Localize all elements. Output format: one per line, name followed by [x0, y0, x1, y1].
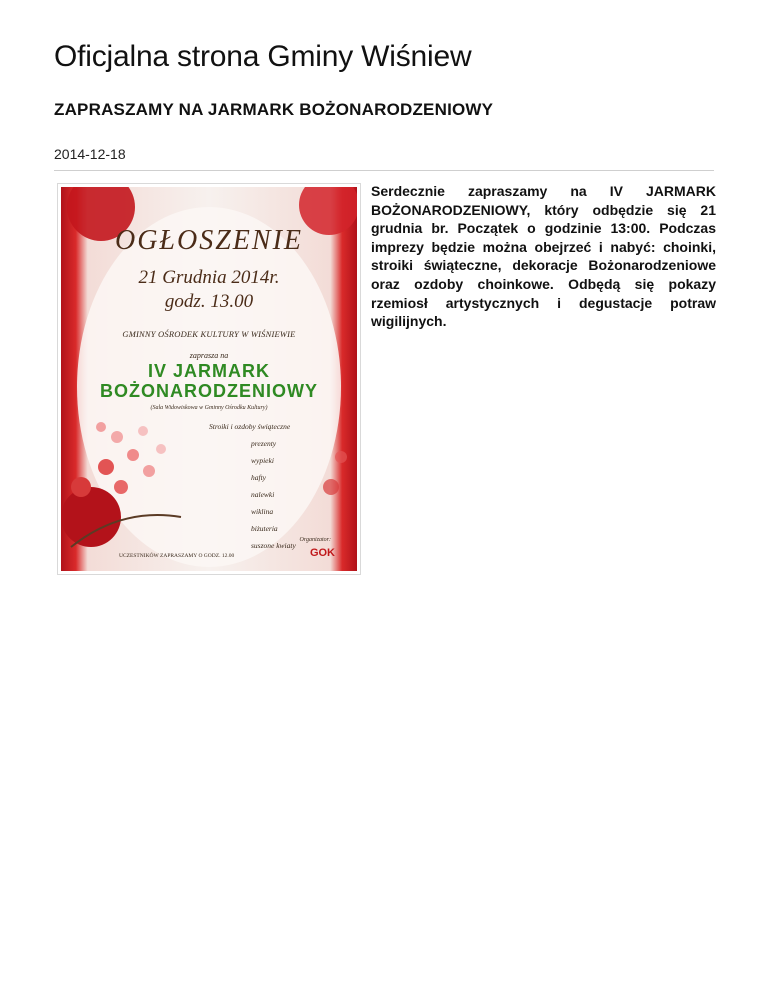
- poster-item: suszone kwiaty: [251, 541, 296, 550]
- poster-image[interactable]: [57, 183, 361, 575]
- gok-logo: GOK: [309, 547, 335, 559]
- poster-item: wypieki: [251, 456, 274, 465]
- poster-item: nalewki: [251, 490, 275, 499]
- poster-organizer-label: Organizator:: [299, 537, 331, 543]
- poster-event-line2: BOŻONARODZENIOWY: [100, 381, 318, 401]
- poster-venue: (Sala Widowiskowa w Gminny Ośrodku Kultury): [150, 405, 268, 411]
- site-title: Oficjalna strona Gminy Wiśniew: [54, 40, 472, 73]
- poster-time: godz. 13.00: [164, 291, 254, 312]
- article-date: 2014-12-18: [54, 146, 126, 162]
- poster-date: 21 Grudnia 2014r.: [138, 267, 280, 288]
- poster-invite: zaprasza na: [189, 351, 229, 360]
- divider: [54, 170, 714, 171]
- poster-organizer-name: GMINNY OŚRODEK KULTURY W WIŚNIEWIE: [122, 329, 296, 339]
- poster-footer: UCZESTNIKÓW ZAPRASZAMY O GODZ. 12.00: [119, 553, 235, 559]
- poster-graphic: [61, 187, 357, 571]
- poster-event-line1: IV JARMARK: [147, 361, 270, 381]
- article-title: ZAPRASZAMY NA JARMARK BOŻONARODZENIOWY: [54, 100, 494, 119]
- article-body: Serdecznie zapraszamy na IV JARMARK BOŻONARODZENIOWY, który odbędzie się 21 grudnia br. Początek o godzinie 13:00. Podczas imprezy będzie można obejrzeć i nabyć: choinki, stroiki świąteczne, dekoracje Bożonarodzeniowe oraz ozdoby choinkowe. Odbędą się pokazy rzemiosł artystycznych i degustacje potraw wigilijnych.: [371, 183, 716, 330]
- poster-item: prezenty: [251, 439, 277, 448]
- poster-heading: OGŁOSZENIE: [114, 225, 303, 256]
- poster-item: hafty: [251, 473, 266, 482]
- poster-item: biżuteria: [251, 524, 278, 533]
- poster-item: Stroiki i ozdoby świąteczne: [209, 422, 291, 431]
- poster-item: wiklina: [251, 507, 274, 516]
